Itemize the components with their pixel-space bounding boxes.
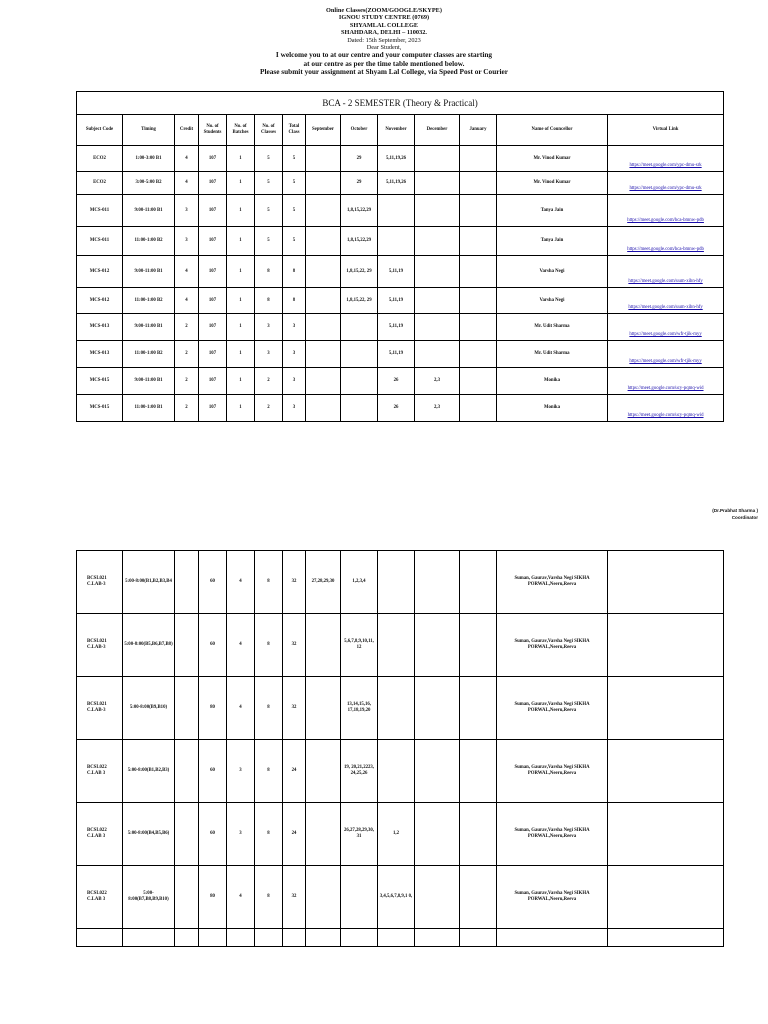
- cell-batches: 1: [227, 395, 255, 422]
- cell-december: 2,3: [415, 368, 460, 395]
- empty-cell: [378, 929, 415, 947]
- cell-batches: 3: [227, 803, 255, 866]
- cell-counsellor: Monika: [497, 368, 608, 395]
- table-row: [77, 256, 724, 288]
- cell-october: [341, 341, 378, 368]
- table-row: [77, 195, 724, 227]
- cell-november: [378, 551, 415, 614]
- cell-subject-code: BCSL021 C.LAB-3: [77, 614, 123, 677]
- cell-december: 2,3: [415, 395, 460, 422]
- cell-counsellor: Tanya Jain: [497, 195, 608, 227]
- table-row: [77, 395, 724, 422]
- cell-january: [460, 368, 497, 395]
- cell-december: [415, 866, 460, 929]
- table-row: [77, 288, 724, 314]
- cell-credit: [175, 803, 199, 866]
- cell-total-class: 32: [283, 866, 306, 929]
- column-header-credit: Credit: [175, 115, 199, 146]
- cell-students: 107: [199, 195, 227, 227]
- cell-subject-code: MCS-013: [77, 341, 123, 368]
- cell-total-class: 5: [283, 146, 306, 172]
- empty-cell: [175, 929, 199, 947]
- cell-subject-code: ECO2: [77, 172, 123, 195]
- cell-classes: 5: [255, 146, 283, 172]
- letter-header: [0, 7, 768, 76]
- cell-december: [415, 172, 460, 195]
- header-line-centre: IGNOU STUDY CENTRE (0769): [338, 14, 430, 22]
- cell-timing: 11:00-1:00 B2: [123, 227, 175, 256]
- cell-counsellor: Suman, Gaurav,Varsha Negi SIKHA PORWAL,Neeru,Reeva: [497, 677, 608, 740]
- cell-virtual-link: [608, 803, 724, 866]
- empty-cell: [255, 929, 283, 947]
- cell-september: [306, 677, 341, 740]
- column-header-november: November: [378, 115, 415, 146]
- cell-virtual-link[interactable]: https://meet.google.com/uum-xibn-hfy: [608, 256, 724, 288]
- cell-september: [306, 614, 341, 677]
- cell-virtual-link[interactable]: https://meet.google.com/ypc-dmu-srk: [608, 172, 724, 195]
- cell-november: 5,11,19: [378, 288, 415, 314]
- cell-batches: 4: [227, 614, 255, 677]
- empty-cell: [497, 929, 608, 947]
- cell-timing: 11:00-1:00 B2: [123, 341, 175, 368]
- cell-virtual-link[interactable]: https://meet.google.com/ypc-dmu-srk: [608, 146, 724, 172]
- header-line-mode: Online Classes(ZOOM/GOOGLE/SKYPE): [326, 7, 442, 14]
- cell-virtual-link[interactable]: https://meet.google.com/wfr-tjik-myy: [608, 341, 724, 368]
- cell-january: [460, 740, 497, 803]
- cell-classes: 8: [255, 677, 283, 740]
- cell-batches: 1: [227, 146, 255, 172]
- cell-virtual-link: [608, 677, 724, 740]
- cell-credit: 2: [175, 395, 199, 422]
- cell-january: [460, 256, 497, 288]
- cell-students: 107: [199, 368, 227, 395]
- cell-students: 60: [199, 803, 227, 866]
- header-line-timetable: at our centre as per the time table mentioned below.: [303, 58, 465, 68]
- cell-total-class: 3: [283, 314, 306, 341]
- cell-virtual-link: [608, 866, 724, 929]
- cell-total-class: 8: [283, 256, 306, 288]
- cell-classes: 2: [255, 368, 283, 395]
- cell-credit: 3: [175, 195, 199, 227]
- column-header-december: December: [415, 115, 460, 146]
- cell-classes: 5: [255, 227, 283, 256]
- cell-batches: 1: [227, 172, 255, 195]
- cell-classes: 5: [255, 195, 283, 227]
- cell-october: 29: [341, 172, 378, 195]
- cell-batches: 4: [227, 866, 255, 929]
- cell-january: [460, 146, 497, 172]
- cell-timing: 5:00-8:00(B1,B2,B3): [123, 740, 175, 803]
- column-header-batches: No. of Batches: [227, 115, 255, 146]
- table-row: [77, 314, 724, 341]
- cell-subject-code: BCSL022 C.LAB 3: [77, 803, 123, 866]
- cell-december: [415, 195, 460, 227]
- cell-virtual-link: [608, 614, 724, 677]
- cell-timing: 9:00-11:00 B1: [123, 256, 175, 288]
- cell-subject-code: MCS-015: [77, 368, 123, 395]
- cell-students: 107: [199, 256, 227, 288]
- cell-virtual-link: [608, 740, 724, 803]
- header-line-college: SHYAMLAL COLLEGE: [349, 21, 419, 29]
- empty-cell: [283, 929, 306, 947]
- cell-total-class: 3: [283, 395, 306, 422]
- empty-cell: [77, 929, 123, 947]
- cell-january: [460, 866, 497, 929]
- cell-november: [378, 227, 415, 256]
- cell-october: 1,8,15,22,29: [341, 195, 378, 227]
- cell-november: 1,2: [378, 803, 415, 866]
- cell-total-class: 5: [283, 195, 306, 227]
- table-row: [77, 172, 724, 195]
- cell-counsellor: Suman, Gaurav,Varsha Negi SIKHA PORWAL,Neeru,Reeva: [497, 614, 608, 677]
- cell-timing: 1:00-3:00 B1: [123, 146, 175, 172]
- cell-subject-code: BCSL022 C.LAB 3: [77, 866, 123, 929]
- cell-december: [415, 146, 460, 172]
- column-header-classes: No. of Classes: [255, 115, 283, 146]
- cell-virtual-link: [608, 551, 724, 614]
- cell-january: [460, 172, 497, 195]
- cell-november: [378, 195, 415, 227]
- cell-november: 5,11,19,26: [378, 146, 415, 172]
- cell-timing: 9:00-11:00 B1: [123, 195, 175, 227]
- cell-timing: 3:00-5:00 B2: [123, 172, 175, 195]
- cell-subject-code: BCSL022 C.LAB 3: [77, 740, 123, 803]
- cell-counsellor: Varsha Negi: [497, 256, 608, 288]
- cell-total-class: 32: [283, 677, 306, 740]
- cell-september: [306, 341, 341, 368]
- cell-counsellor: Monika: [497, 395, 608, 422]
- cell-december: [415, 256, 460, 288]
- cell-november: 5,11,19: [378, 341, 415, 368]
- cell-november: [378, 614, 415, 677]
- cell-january: [460, 341, 497, 368]
- column-header-counsellor: Name of Councellor: [497, 115, 608, 146]
- cell-october: [341, 368, 378, 395]
- cell-batches: 1: [227, 256, 255, 288]
- cell-subject-code: MCS-012: [77, 256, 123, 288]
- cell-october: [341, 866, 378, 929]
- table-row: [77, 614, 724, 677]
- cell-january: [460, 314, 497, 341]
- cell-total-class: 32: [283, 551, 306, 614]
- cell-classes: 3: [255, 341, 283, 368]
- cell-december: [415, 288, 460, 314]
- cell-november: 3,4,5,6,7,8,9,1 0,: [378, 866, 415, 929]
- cell-january: [460, 288, 497, 314]
- header-line-welcome: I welcome you to at our centre and your computer classes are starting: [275, 50, 493, 60]
- cell-students: 60: [199, 740, 227, 803]
- cell-students: 60: [199, 614, 227, 677]
- cell-september: 27,28,29,30: [306, 551, 341, 614]
- cell-credit: 3: [175, 227, 199, 256]
- cell-classes: 8: [255, 288, 283, 314]
- cell-november: 5,11,19: [378, 314, 415, 341]
- cell-students: 107: [199, 227, 227, 256]
- cell-virtual-link[interactable]: https://meet.google.com/hca-bmnw-pdb: [608, 195, 724, 227]
- table-row: [77, 677, 724, 740]
- cell-timing: 9:00-11:00 B1: [123, 314, 175, 341]
- cell-classes: 2: [255, 395, 283, 422]
- cell-classes: 8: [255, 866, 283, 929]
- cell-october: 13,14,15,16, 17,18,19,20: [341, 677, 378, 740]
- empty-cell: [123, 929, 175, 947]
- column-header-row: [77, 115, 724, 146]
- table-row: [77, 866, 724, 929]
- cell-january: [460, 195, 497, 227]
- cell-students: 107: [199, 146, 227, 172]
- cell-timing: 9:00-11:00 B1: [123, 368, 175, 395]
- cell-december: [415, 614, 460, 677]
- cell-students: 60: [199, 551, 227, 614]
- column-header-january: January: [460, 115, 497, 146]
- cell-students: 107: [199, 172, 227, 195]
- cell-subject-code: MCS-013: [77, 314, 123, 341]
- cell-counsellor: Mr. Vinod Kumar: [497, 146, 608, 172]
- cell-november: [378, 740, 415, 803]
- cell-subject-code: MCS-011: [77, 195, 123, 227]
- header-line-date: Dated: 15th September, 2023: [347, 36, 421, 44]
- cell-october: [341, 395, 378, 422]
- table-row: [77, 740, 724, 803]
- cell-classes: 8: [255, 551, 283, 614]
- cell-october: [341, 314, 378, 341]
- empty-cell: [608, 929, 724, 947]
- cell-october: 1,8,15,22, 29: [341, 288, 378, 314]
- cell-credit: [175, 614, 199, 677]
- cell-classes: 8: [255, 740, 283, 803]
- empty-cell: [415, 929, 460, 947]
- cell-students: 107: [199, 314, 227, 341]
- table-row: [77, 368, 724, 395]
- theory-timetable: [76, 91, 724, 422]
- cell-january: [460, 803, 497, 866]
- semester-title: BCA - 2 SEMESTER (Theory & Practical): [77, 92, 724, 115]
- cell-batches: 1: [227, 288, 255, 314]
- cell-timing: 5:00-8:00(B1,B2,B3,B4: [123, 551, 175, 614]
- cell-batches: 1: [227, 341, 255, 368]
- coordinator-name: (Dr.Prabhat Sharma ): [712, 508, 758, 513]
- cell-timing: 5:00-8:00(B5,B6,B7,B8): [123, 614, 175, 677]
- cell-counsellor: Varsha Negi: [497, 288, 608, 314]
- table-row: [77, 341, 724, 368]
- cell-credit: 2: [175, 314, 199, 341]
- column-header-students: No. of Students: [199, 115, 227, 146]
- empty-cell: [199, 929, 227, 947]
- cell-counsellor: Suman, Gaurav,Varsha Negi SIKHA PORWAL,Neeru,Reeva: [497, 866, 608, 929]
- cell-credit: 4: [175, 256, 199, 288]
- cell-credit: 2: [175, 341, 199, 368]
- cell-credit: [175, 677, 199, 740]
- cell-subject-code: ECO2: [77, 146, 123, 172]
- cell-total-class: 8: [283, 288, 306, 314]
- cell-counsellor: Mr. Udit Sharma: [497, 341, 608, 368]
- cell-october: 26,27,28,29,30, 31: [341, 803, 378, 866]
- cell-november: 5,11,19,26: [378, 172, 415, 195]
- cell-classes: 8: [255, 256, 283, 288]
- table-row: [77, 551, 724, 614]
- cell-timing: 5:00-8:00(B9,B10): [123, 677, 175, 740]
- cell-total-class: 32: [283, 614, 306, 677]
- cell-october: 1,8,15,22,29: [341, 227, 378, 256]
- cell-virtual-link[interactable]: https://meet.google.com/ucy-pqmq-wid: [608, 368, 724, 395]
- cell-subject-code: MCS-012: [77, 288, 123, 314]
- empty-table-row: [77, 929, 724, 947]
- cell-batches: 1: [227, 368, 255, 395]
- lab-timetable: [76, 550, 724, 947]
- cell-september: [306, 172, 341, 195]
- cell-students: 80: [199, 677, 227, 740]
- cell-september: [306, 314, 341, 341]
- cell-january: [460, 551, 497, 614]
- cell-september: [306, 195, 341, 227]
- column-header-total-class: Total Class: [283, 115, 306, 146]
- cell-batches: 1: [227, 314, 255, 341]
- cell-credit: [175, 740, 199, 803]
- empty-cell: [460, 929, 497, 947]
- cell-november: 26: [378, 368, 415, 395]
- cell-batches: 4: [227, 677, 255, 740]
- cell-counsellor: Tanya Jain: [497, 227, 608, 256]
- empty-cell: [227, 929, 255, 947]
- cell-october: 5,6,7,8,9,10,11, 12: [341, 614, 378, 677]
- cell-classes: 3: [255, 314, 283, 341]
- cell-total-class: 3: [283, 341, 306, 368]
- cell-counsellor: Mr. Udit Sharma: [497, 314, 608, 341]
- cell-counsellor: Suman, Gaurav,Varsha Negi SIKHA PORWAL,Neeru,Reeva: [497, 803, 608, 866]
- cell-subject-code: BCSL021 C.LAB-3: [77, 551, 123, 614]
- cell-classes: 8: [255, 803, 283, 866]
- cell-subject-code: BCSL021 C.LAB-3: [77, 677, 123, 740]
- cell-subject-code: MCS-015: [77, 395, 123, 422]
- cell-october: 29: [341, 146, 378, 172]
- column-header-october: October: [341, 115, 378, 146]
- cell-december: [415, 227, 460, 256]
- header-line-address: SHAHDARA, DELHI – 110032.: [341, 29, 427, 37]
- table-row: [77, 227, 724, 256]
- cell-timing: 5:00-8:00(B4,B5,B6): [123, 803, 175, 866]
- cell-batches: 1: [227, 195, 255, 227]
- cell-january: [460, 677, 497, 740]
- cell-batches: 1: [227, 227, 255, 256]
- cell-timing: 11:00-1:00 B2: [123, 288, 175, 314]
- cell-november: 5,11,19: [378, 256, 415, 288]
- column-header-subject-code: Subject Code: [77, 115, 123, 146]
- cell-virtual-link[interactable]: https://meet.google.com/ucy-pqmq-wid: [608, 395, 724, 422]
- cell-september: [306, 227, 341, 256]
- column-header-september: September: [306, 115, 341, 146]
- cell-total-class: 3: [283, 368, 306, 395]
- header-line-assignment: Please submit your assignment at Shyam Lal College, via Speed Post or Courier: [259, 66, 509, 76]
- cell-virtual-link[interactable]: https://meet.google.com/uum-xibn-hfy: [608, 288, 724, 314]
- header-line-greeting: Dear Student,: [366, 44, 402, 52]
- empty-cell: [341, 929, 378, 947]
- cell-credit: 4: [175, 172, 199, 195]
- cell-total-class: 24: [283, 803, 306, 866]
- cell-january: [460, 395, 497, 422]
- cell-december: [415, 677, 460, 740]
- cell-classes: 5: [255, 172, 283, 195]
- cell-december: [415, 314, 460, 341]
- cell-subject-code: MCS-011: [77, 227, 123, 256]
- cell-credit: [175, 551, 199, 614]
- cell-students: 107: [199, 395, 227, 422]
- coordinator-role: Coordinator: [731, 515, 758, 520]
- cell-september: [306, 866, 341, 929]
- cell-students: 80: [199, 866, 227, 929]
- empty-cell: [306, 929, 341, 947]
- cell-september: [306, 803, 341, 866]
- table-row: [77, 146, 724, 172]
- column-header-virtual-link: Virtual Link: [608, 115, 724, 146]
- cell-virtual-link[interactable]: https://meet.google.com/hca-bmnw-pdb: [608, 227, 724, 256]
- cell-total-class: 5: [283, 172, 306, 195]
- cell-counsellor: Suman, Gaurav,Varsha Negi SIKHA PORWAL,Neeru,Reeva: [497, 551, 608, 614]
- cell-december: [415, 803, 460, 866]
- cell-timing: 11:00-1:00 B1: [123, 395, 175, 422]
- cell-students: 107: [199, 341, 227, 368]
- cell-november: 26: [378, 395, 415, 422]
- cell-total-class: 5: [283, 227, 306, 256]
- cell-october: 1,2,3,4: [341, 551, 378, 614]
- cell-total-class: 24: [283, 740, 306, 803]
- cell-january: [460, 227, 497, 256]
- cell-september: [306, 395, 341, 422]
- cell-september: [306, 368, 341, 395]
- column-header-timing: Timing: [123, 115, 175, 146]
- cell-september: [306, 146, 341, 172]
- cell-september: [306, 740, 341, 803]
- cell-september: [306, 288, 341, 314]
- cell-november: [378, 677, 415, 740]
- cell-december: [415, 740, 460, 803]
- table-row: [77, 803, 724, 866]
- cell-counsellor: Mr. Vinod Kumar: [497, 172, 608, 195]
- cell-december: [415, 551, 460, 614]
- cell-credit: [175, 866, 199, 929]
- cell-classes: 8: [255, 614, 283, 677]
- signature-block: [712, 507, 758, 521]
- cell-batches: 3: [227, 740, 255, 803]
- cell-credit: 4: [175, 146, 199, 172]
- cell-september: [306, 256, 341, 288]
- cell-october: 1,8,15,22, 29: [341, 256, 378, 288]
- cell-january: [460, 614, 497, 677]
- cell-students: 107: [199, 288, 227, 314]
- cell-counsellor: Suman, Gaurav,Varsha Negi SIKHA PORWAL,Neeru,Reeva: [497, 740, 608, 803]
- cell-virtual-link[interactable]: https://meet.google.com/wfr-tjik-myy: [608, 314, 724, 341]
- cell-december: [415, 341, 460, 368]
- cell-credit: 4: [175, 288, 199, 314]
- cell-credit: 2: [175, 368, 199, 395]
- cell-batches: 4: [227, 551, 255, 614]
- cell-october: 19, 20,21,2223, 24,25,26: [341, 740, 378, 803]
- cell-timing: 5:00-8:00(B7,B8,B9,B10): [123, 866, 175, 929]
